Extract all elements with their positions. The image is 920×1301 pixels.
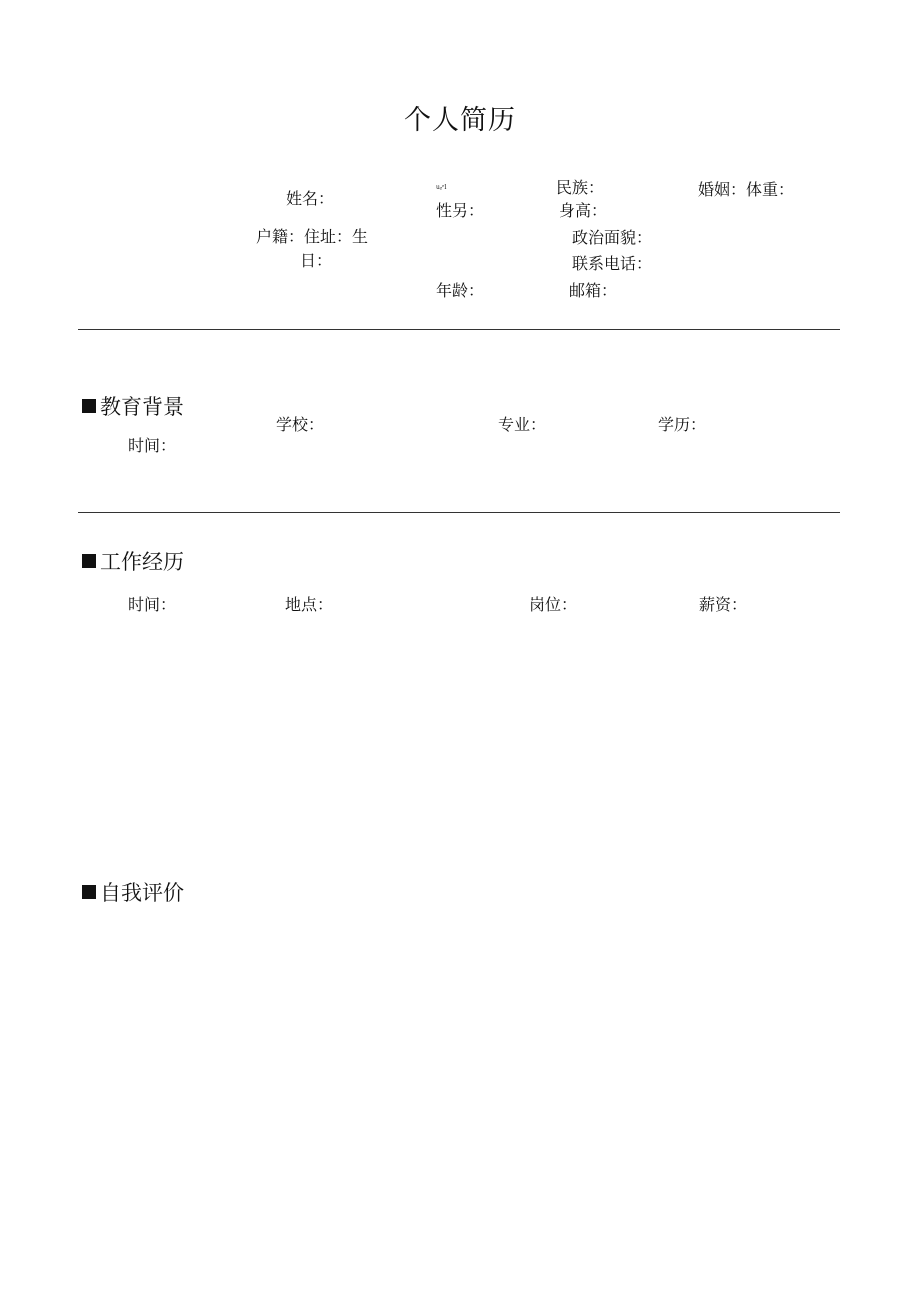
page-title: 个人简历	[404, 105, 516, 136]
height-label: 身高：	[559, 201, 608, 220]
hukou-address-birth-label: 户籍：住址：生	[256, 227, 369, 246]
small-mark: uᵪᵉl	[436, 184, 447, 191]
education-heading-text: 教育背景	[100, 395, 184, 419]
marital-weight-label: 婚姻：体重：	[698, 180, 795, 199]
education-heading	[82, 391, 184, 421]
education-time-label: 时间：	[128, 436, 177, 455]
day-label: 日：	[300, 251, 333, 270]
major-label: 专业：	[498, 415, 547, 434]
salary-label: 薪资：	[699, 595, 748, 614]
self-evaluation-heading-text: 自我评价	[100, 881, 184, 905]
phone-label: 联系电话：	[572, 254, 653, 273]
square-bullet-icon	[82, 554, 96, 568]
gender-label: 性另：	[436, 201, 485, 220]
work-heading-text: 工作经历	[100, 550, 184, 574]
work-time-label: 时间：	[128, 595, 177, 614]
location-label: 地点：	[285, 595, 334, 614]
self-evaluation-heading	[82, 877, 184, 907]
school-label: 学校：	[276, 415, 325, 434]
divider	[78, 329, 840, 330]
work-heading	[82, 546, 184, 576]
square-bullet-icon	[82, 399, 96, 413]
email-label: 邮箱：	[569, 281, 618, 300]
position-label: 岗位：	[529, 595, 578, 614]
ethnicity-label: 民族：	[556, 178, 605, 197]
degree-label: 学历：	[658, 415, 707, 434]
name-label: 姓名：	[286, 189, 335, 208]
divider	[78, 512, 840, 513]
square-bullet-icon	[82, 885, 96, 899]
age-label: 年龄：	[436, 281, 485, 300]
political-label: 政治面貌：	[572, 228, 653, 247]
